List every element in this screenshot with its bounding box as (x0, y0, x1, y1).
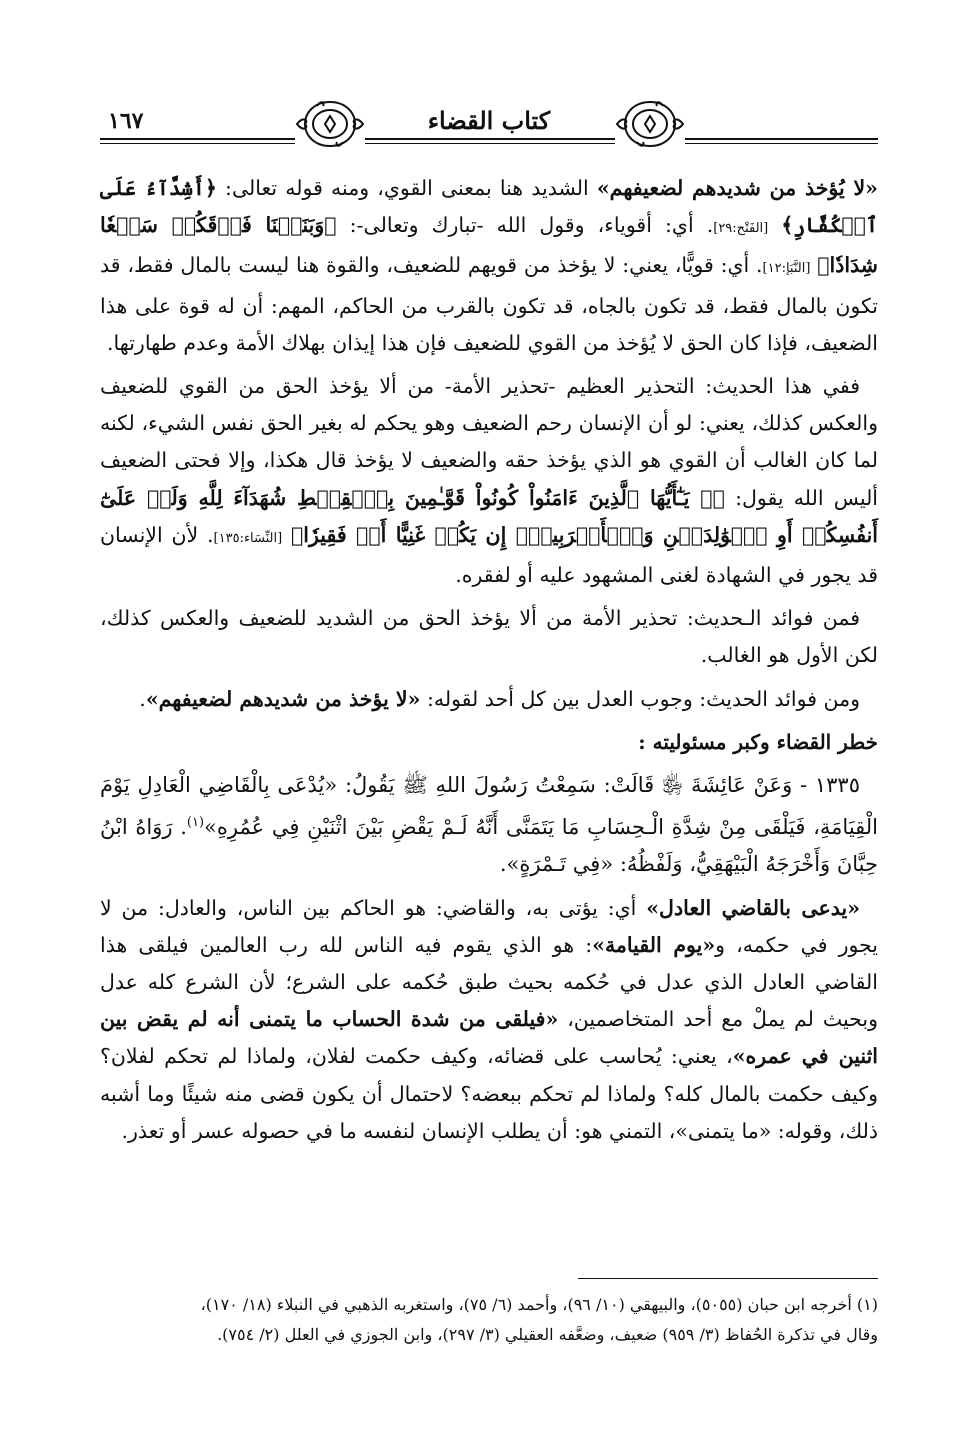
paragraph-1 (100, 170, 878, 362)
paragraph-2 (100, 368, 878, 594)
hadith-text: ١٣٣٥ - وَعَنْ عَائِشَةَ ﵂ قَالَتْ: سَمِعْتُ رَسُولَ اللهِ ﷺ يَقُولُ: «يُدْعَى بِالْقَاضِي الْعَادِلِ يَوْمَ الْقِيَامَةِ، فَيَلْقَى مِنْ شِدَّةِ الْـحِسَابِ مَا يَتَمَنَّى أَنَّهُ لَـمْ يَقْضِ بَيْنَ اثْنَيْنِ فِي عُمُرِهِ» (100, 773, 879, 840)
verse-reference: [النِّسَاء:١٣٥] (213, 530, 283, 546)
text-run: . أي: أقوياء، وقول الله -تبارك وتعالى-: (336, 213, 714, 238)
footnotes (100, 1290, 878, 1350)
header-rule (100, 138, 878, 140)
footnote-marker: (١) (186, 815, 205, 831)
page-header (100, 96, 878, 166)
footnote-rule (578, 1278, 878, 1279)
text-run: أي: يؤتى به، والقاضي: هو الحاكم بين الناس، والعادل: من لا يجور في حكمه، و (100, 895, 879, 957)
paragraph-4 (100, 681, 878, 718)
page-body (100, 170, 878, 1156)
text-run: . (139, 686, 146, 711)
page-number: ١٦٧ (108, 108, 144, 134)
paragraph-5 (100, 890, 878, 1150)
verse-reference: [الفَتْح:٢٩] (713, 221, 769, 237)
verse-reference: [النَّبَإ:١٢] (762, 261, 811, 277)
chapter-title: كتاب القضاء (389, 106, 589, 135)
hadith-quote-bold: «لا يؤخذ من شديدهم لضعيفهم» (145, 686, 421, 711)
footnote-line: وقال في تذكرة الحُفاظ (٣/ ٩٥٩) ضعيف، وضعَّفه العقيلي (٣/ ٢٩٧)، وابن الجوزي في العلل (٢/ ٧٥٤). (217, 1325, 878, 1344)
right-ornament-icon (615, 96, 685, 152)
hadith-source: . رَوَاهُ ابْنُ حِبَّانَ وَأَخْرَجَهُ الْبَيْهَقِيُّ، وَلَفْظُهُ: «فِي تَـمْرَةٍ». (100, 815, 878, 877)
text-run: . أي: قويًّا، يعني: لا يؤخذ من قويهم للضعيف، والقوة هنا ليست بالمال فقط، قد تكون بالمال فقط، قد تكون بالجاه، قد تكون بالقرب من الحاكم، المهم: أن له قوة على هذا الضعيف، فإذا كان الحق لا يُؤخذ من القوي للضعيف فإن هذا إيذان بهلاك الأمة وعدم طهارتها. (100, 253, 878, 355)
hadith-paragraph (100, 767, 878, 884)
footnote-line: (١) أخرجه ابن حبان (٥٠٥٥)، والبيهقي (١٠/ ٩٦)، وأحمد (٦/ ٧٥)، واستغربه الذهبي في النبلاء (١٨/ ١٧٠)، (200, 1295, 878, 1314)
hadith-quote-bold: «يوم القيامة» (592, 932, 716, 957)
left-ornament-icon (295, 96, 365, 152)
text-run: ففي هذا الحديث: التحذير العظيم -تحذير الأمة- من ألا يؤخذ الحق من القوي للضعيف والعكس كذلك، يعني: لو أن الإنسان رحم الضعيف وهو يحكم له بغير الحق نفس الشيء، لكنه لما كان الغالب أن القوي هو الذي يؤخذ حقه والضعيف لا يؤخذ قال هكذا، وإلا فحتى الضعيف أليس الله يقول: (100, 374, 879, 510)
quran-verse: ﴿أَشِدَّآءُ عَلَى ٱلۡكُفَّارِ﴾ (100, 176, 878, 238)
hadith-quote-bold: «لا يُؤخذ من شديدهم لضعيفهم» (596, 176, 878, 200)
quran-verse: ﴿۞ يَـٰٓأَيُّهَا ٱلَّذِينَ ءَامَنُواْ كُونُواْ قَوَّـٰمِينَ بِٱلۡقِسۡطِ شُهَدَآءَ لِلَّهِ وَلَوۡ عَلَىٰٓ أَنفُسِكُمۡ أَوِ ٱلۡوَٰلِدَيۡنِ وَٱلۡأَقۡرَبِينَۚ إِن يَكُنۡ غَنِيًّا أَوۡ فَقِيرٗا﴾ (100, 485, 878, 547)
header-rule-thin (100, 143, 878, 144)
text-run: ومن فوائد الحديث: وجوب العدل بين كل أحد لقوله: (420, 686, 860, 711)
text-run: . لأن الإنسان قد يجور في الشهادة لغنى المشهود عليه أو لفقره. (100, 522, 878, 588)
text-run: ، يعني: يُحاسب على قضائه، وكيف حكمت لفلان، ولماذا لم تحكم لفلان؟ وكيف حكمت بالمال كله؟ ولماذا لم تحكم ببعضه؟ لاحتمال أن يكون قضى منه شيئًا وما أشبه ذلك، وقوله: «ما يتمنى»، التمني هو: أن يطلب الإنسان لنفسه ما في حصوله عسر أو تعذر. (100, 1044, 878, 1143)
paragraph-3: فمن فوائد الـحديث: تحذير الأمة من ألا يؤخذ الحق من الشديد للضعيف والعكس كذلك، لكن الأول هو الغالب. (100, 606, 878, 668)
text-run: الشديد هنا بمعنى القوي، ومنه قوله تعالى: (216, 176, 597, 200)
text-run: : هو الذي يقوم فيه الناس لله رب العالمين فيلقى هذا القاضي العادل الذي عدل في حُكمه بحيث طبق حُكمه على الشرع؛ لأن الشرع كله عدل وبحيث لم يملْ مع أحد المتخاصمين، (100, 932, 878, 1032)
section-heading: خطر القضاء وكبر مسئوليته : (638, 729, 878, 754)
quran-verse: ﴿وَبَنَيۡنَا فَوۡقَكُمۡ سَبۡعٗا شِدَادٗا﴾ (100, 213, 878, 278)
hadith-quote-bold: «يدعى بالقاضي العادل» (646, 895, 861, 920)
hadith-quote-bold: «فيلقى من شدة الحساب ما يتمنى أنه لم يقض بين اثنين في عمره» (100, 1007, 878, 1069)
